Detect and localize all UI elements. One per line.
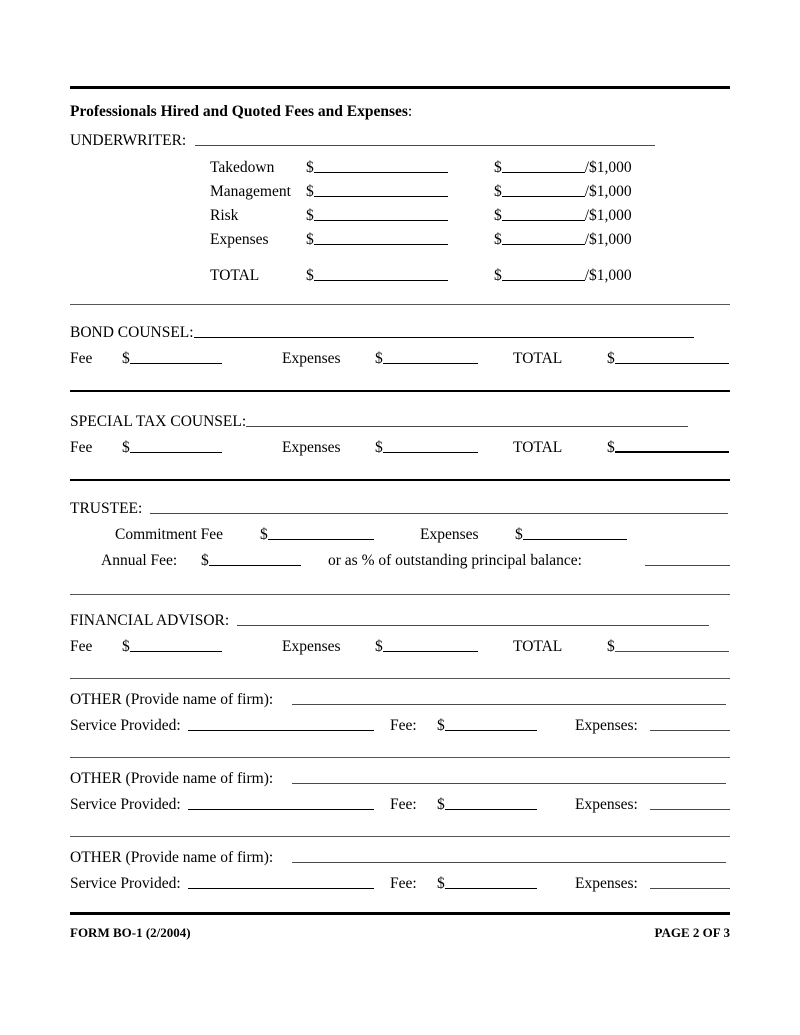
other-2-detail-row [70, 792, 730, 818]
expenses-cell [375, 435, 478, 461]
expenses-cell [650, 871, 730, 897]
underwriter-row-label: Expenses [210, 231, 269, 248]
other-1-fee-field[interactable] [445, 716, 537, 731]
dollar-sign: $ [607, 350, 615, 367]
trustee-percent-field[interactable] [645, 551, 730, 566]
underwriter-fee-table [70, 156, 730, 288]
other-1-service-field[interactable] [188, 716, 374, 731]
underwriter-total-amount-field[interactable] [314, 266, 448, 281]
expenses-label: Expenses [282, 638, 341, 655]
dollar-sign: $ [260, 526, 268, 543]
trustee-commitment-row [70, 522, 730, 548]
bond-counsel-fee-row [70, 346, 730, 372]
expenses-cell [375, 346, 478, 372]
page-title-colon: : [407, 103, 413, 120]
fee-cell [437, 713, 537, 739]
top-divider [70, 86, 730, 89]
financial-advisor-total-field[interactable] [615, 637, 729, 652]
total-label: TOTAL [513, 439, 563, 456]
trustee-annual-fee-field[interactable] [209, 551, 301, 566]
expenses-label: Expenses [420, 526, 479, 543]
fee-cell [437, 792, 537, 818]
dollar-sign: $ [306, 207, 314, 224]
trustee-header-row [70, 496, 730, 522]
total-cell [607, 435, 729, 461]
other-3-service-field[interactable] [188, 874, 374, 889]
service-provided-cell [188, 792, 374, 818]
commitment-fee-cell [260, 522, 374, 548]
special-tax-counsel-fee-field[interactable] [130, 438, 222, 453]
spacer [70, 481, 730, 491]
dollar-sign: $ [375, 350, 383, 367]
other-name-cell [292, 766, 726, 792]
form-body [70, 86, 730, 897]
underwriter-takedown-rate-field[interactable] [502, 158, 585, 173]
annual-fee-label: Annual Fee: [101, 552, 178, 569]
dollar-sign: $ [437, 796, 445, 813]
other-1-header-row [70, 687, 730, 713]
underwriter-amount-cell [306, 180, 448, 204]
spacer [70, 679, 730, 687]
other-3-detail-row [70, 871, 730, 897]
other-2-header-row [70, 766, 730, 792]
spacer [70, 288, 730, 304]
other-2-expenses-field[interactable] [650, 795, 730, 810]
dollar-sign: $ [122, 638, 130, 655]
other-label: OTHER (Provide name of firm): [70, 849, 274, 866]
special-tax-counsel-header-row [70, 409, 730, 435]
other-3-header-row [70, 845, 730, 871]
spacer [70, 739, 730, 757]
footer-divider [70, 912, 730, 915]
underwriter-rate-cell [494, 204, 632, 228]
underwriter-amount-cell [306, 204, 448, 228]
other-1-detail-row [70, 713, 730, 739]
spacer [70, 595, 730, 603]
underwriter-row-label: TOTAL [210, 267, 260, 284]
underwriter-takedown-amount-field[interactable] [314, 158, 448, 173]
rate-suffix: /$1,000 [584, 159, 632, 176]
service-provided-label: Service Provided: [70, 875, 181, 892]
rate-suffix: /$1,000 [584, 267, 632, 284]
underwriter-management-amount-field[interactable] [314, 182, 448, 197]
dollar-sign: $ [494, 159, 502, 176]
underwriter-rate-cell [494, 228, 632, 252]
fee-cell [437, 871, 537, 897]
percent-of-balance-label: or as % of outstanding principal balance: [328, 552, 582, 569]
rate-suffix: /$1,000 [584, 207, 632, 224]
trustee-commitment-fee-field[interactable] [268, 525, 374, 540]
bond-counsel-expenses-field[interactable] [383, 349, 478, 364]
dollar-sign: $ [494, 231, 502, 248]
total-label: TOTAL [513, 350, 563, 367]
form-id-label: FORM BO-1 (2/2004) [70, 925, 191, 940]
spacer [70, 305, 730, 315]
other-2-firm-name-field[interactable] [292, 769, 726, 784]
other-2-fee-field[interactable] [445, 795, 537, 810]
dollar-sign: $ [494, 207, 502, 224]
underwriter-amount-cell [306, 264, 448, 288]
dollar-sign: $ [122, 439, 130, 456]
special-tax-counsel-fee-row [70, 435, 730, 461]
expenses-label: Expenses: [575, 796, 638, 813]
fee-label: Fee [70, 350, 93, 367]
total-cell [607, 346, 729, 372]
fee-cell [122, 435, 222, 461]
underwriter-total-rate-field[interactable] [502, 266, 585, 281]
financial-advisor-header-row [70, 608, 730, 634]
dollar-sign: $ [607, 439, 615, 456]
underwriter-row-takedown [70, 156, 730, 180]
special-tax-counsel-total-field[interactable] [615, 437, 729, 453]
spacer [70, 574, 730, 594]
expenses-label: Expenses [282, 439, 341, 456]
dollar-sign: $ [306, 231, 314, 248]
other-1-firm-name-field[interactable] [292, 690, 726, 705]
underwriter-row-label: Management [210, 183, 291, 200]
underwriter-risk-rate-field[interactable] [502, 206, 585, 221]
spacer [70, 837, 730, 845]
underwriter-risk-amount-field[interactable] [314, 206, 448, 221]
other-label: OTHER (Provide name of firm): [70, 691, 274, 708]
fee-label: Fee: [390, 717, 417, 734]
underwriter-rate-cell [494, 264, 632, 288]
underwriter-row-total [70, 264, 730, 288]
page-footer [70, 912, 730, 940]
bond-counsel-name-field[interactable] [194, 323, 694, 338]
special-tax-counsel-name-field[interactable] [246, 412, 688, 427]
special-tax-counsel-label: SPECIAL TAX COUNSEL: [70, 413, 247, 430]
underwriter-rate-cell [494, 156, 632, 180]
page-title-text: Professionals Hired and Quoted Fees and Expenses [70, 103, 408, 120]
underwriter-expenses-amount-field[interactable] [314, 230, 448, 245]
rate-suffix: /$1,000 [584, 231, 632, 248]
trustee-expenses-field[interactable] [523, 525, 627, 540]
spacer [70, 461, 730, 479]
page-indicator-label: PAGE 2 OF 3 [654, 925, 730, 940]
fee-cell [122, 346, 222, 372]
expenses-cell [515, 522, 627, 548]
expenses-cell [650, 792, 730, 818]
fee-label: Fee: [390, 875, 417, 892]
spacer [70, 392, 730, 404]
dollar-sign: $ [437, 717, 445, 734]
spacer [70, 372, 730, 390]
expenses-cell [375, 634, 478, 660]
other-name-cell [292, 687, 726, 713]
other-1-expenses-field[interactable] [650, 716, 730, 731]
service-provided-cell [188, 871, 374, 897]
commitment-fee-label: Commitment Fee [115, 526, 224, 543]
underwriter-row-expenses [70, 228, 730, 252]
trustee-label: TRUSTEE: [70, 500, 143, 517]
dollar-sign: $ [306, 159, 314, 176]
fee-label: Fee: [390, 796, 417, 813]
underwriter-name-field[interactable] [195, 131, 655, 146]
dollar-sign: $ [306, 183, 314, 200]
expenses-cell [650, 713, 730, 739]
fee-cell [122, 634, 222, 660]
dollar-sign: $ [306, 267, 314, 284]
service-provided-label: Service Provided: [70, 717, 181, 734]
dollar-sign: $ [375, 439, 383, 456]
annual-fee-cell [201, 548, 301, 574]
dollar-sign: $ [494, 267, 502, 284]
other-3-firm-name-field[interactable] [292, 848, 726, 863]
underwriter-rate-cell [494, 180, 632, 204]
dollar-sign: $ [494, 183, 502, 200]
financial-advisor-fee-row [70, 634, 730, 660]
other-name-cell [292, 845, 726, 871]
trustee-name-field[interactable] [150, 499, 728, 514]
page-title [70, 101, 730, 123]
dollar-sign: $ [607, 638, 615, 655]
dollar-sign: $ [515, 526, 523, 543]
underwriter-amount-cell [306, 228, 448, 252]
underwriter-header-row [70, 128, 730, 154]
underwriter-row-risk [70, 204, 730, 228]
total-label: TOTAL [513, 638, 563, 655]
rate-suffix: /$1,000 [584, 183, 632, 200]
financial-advisor-expenses-field[interactable] [383, 637, 478, 652]
fee-label: Fee [70, 638, 93, 655]
dollar-sign: $ [437, 875, 445, 892]
total-cell [607, 634, 729, 660]
underwriter-row-label: Risk [210, 207, 239, 224]
percent-of-balance-cell [645, 548, 730, 574]
expenses-label: Expenses: [575, 875, 638, 892]
expenses-label: Expenses: [575, 717, 638, 734]
spacer [70, 660, 730, 678]
bond-counsel-fee-field[interactable] [130, 349, 222, 364]
dollar-sign: $ [201, 552, 209, 569]
financial-advisor-fee-field[interactable] [130, 637, 222, 652]
underwriter-management-rate-field[interactable] [502, 182, 585, 197]
dollar-sign: $ [122, 350, 130, 367]
bond-counsel-header-row [70, 320, 730, 346]
other-label: OTHER (Provide name of firm): [70, 770, 274, 787]
financial-advisor-name-field[interactable] [237, 611, 709, 626]
other-2-service-field[interactable] [188, 795, 374, 810]
special-tax-counsel-expenses-field[interactable] [383, 438, 478, 453]
spacer [70, 818, 730, 836]
underwriter-amount-cell [306, 156, 448, 180]
other-3-fee-field[interactable] [445, 874, 537, 889]
financial-advisor-label: FINANCIAL ADVISOR: [70, 612, 230, 629]
spacer [70, 758, 730, 766]
service-provided-cell [188, 713, 374, 739]
other-3-expenses-field[interactable] [650, 874, 730, 889]
bond-counsel-label: BOND COUNSEL: [70, 324, 194, 341]
dollar-sign: $ [375, 638, 383, 655]
expenses-label: Expenses [282, 350, 341, 367]
underwriter-label: UNDERWRITER: [70, 132, 187, 149]
underwriter-row-management [70, 180, 730, 204]
fee-label: Fee [70, 439, 93, 456]
trustee-annual-fee-row [70, 548, 730, 574]
bond-counsel-total-field[interactable] [615, 349, 729, 364]
underwriter-row-label: Takedown [210, 159, 275, 176]
underwriter-expenses-rate-field[interactable] [502, 230, 585, 245]
service-provided-label: Service Provided: [70, 796, 181, 813]
